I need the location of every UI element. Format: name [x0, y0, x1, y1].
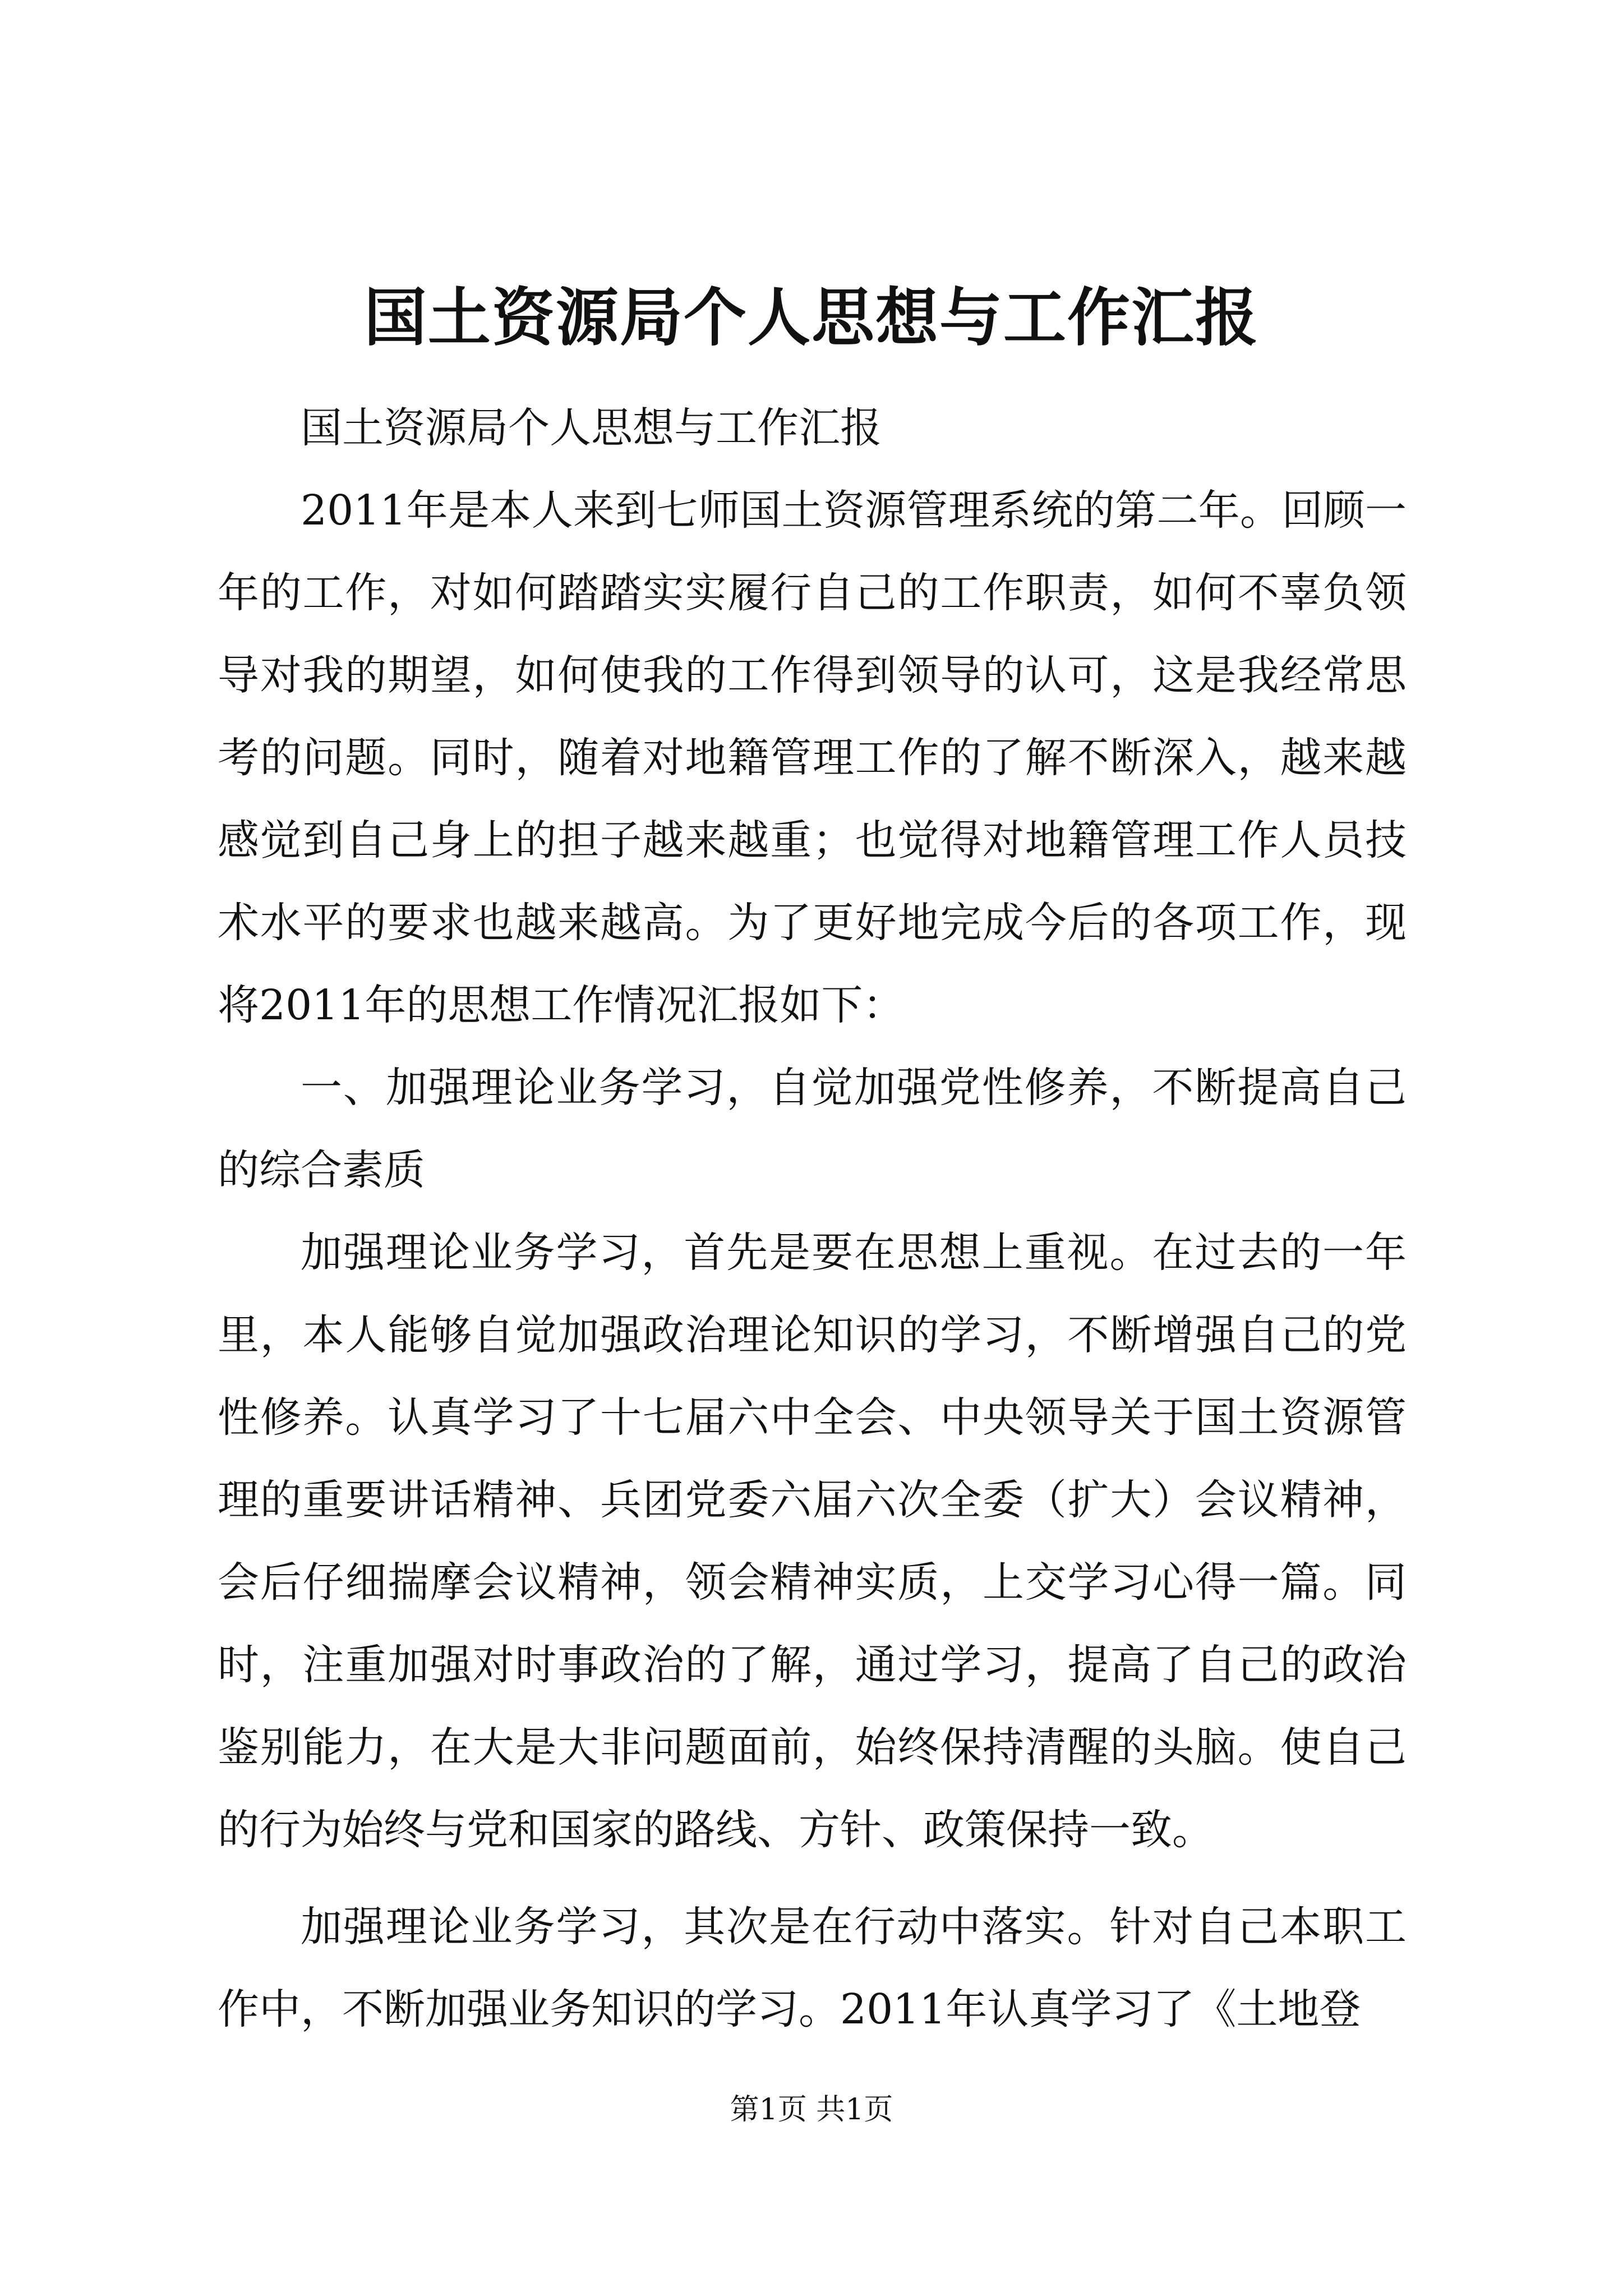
subtitle-paragraph: 国土资源局个人思想与工作汇报 — [301, 404, 882, 452]
document-title: 国土资源局个人思想与工作汇报 — [364, 281, 1259, 355]
body-paragraph: 加强理论业务学习，其次是在行动中落实。针对自己本职工作中，不断加强业务知识的学习。2011年认真学习了《土地登 — [218, 1903, 1407, 2033]
document-body — [218, 387, 1407, 2051]
page-footer: 第1页 共1页 — [730, 2093, 893, 2127]
body-paragraph: 2011年是本人来到七师国土资源管理系统的第二年。回顾一年的工作，对如何踏踏实实履行自己的工作职责，如何不辜负领导对我的期望，如何使我的工作得到领导的认可，这是我经常思考的问题。同时，随着对地籍管理工作的了解不断深入，越来越感觉到自己身上的担子越来越重；也觉得对地籍管理工作人员技术水平的要求也越来越高。为了更好地完成今后的各项工作，现将2011年的思想工作情况汇报如下： — [218, 486, 1407, 1029]
body-paragraph: 加强理论业务学习，首先是要在思想上重视。在过去的一年里，本人能够自觉加强政治理论知识的学习，不断增强自己的党性修养。认真学习了十七届六中全会、中央领导关于国土资源管理的重要讲话精神、兵团党委六届六次全委（扩大）会议精神，会后仔细揣摩会议精神，领会精神实质，上交学习心得一篇。同时，注重加强对时事政治的了解，通过学习，提高了自己的政治鉴别能力，在大是大非问题面前，始终保持清醒的头脑。使自己的行为始终与党和国家的路线、方针、政策保持一致。 — [218, 1228, 1407, 1854]
section-heading: 一、加强理论业务学习，自觉加强党性修养，不断提高自己的综合素质 — [218, 1064, 1407, 1194]
